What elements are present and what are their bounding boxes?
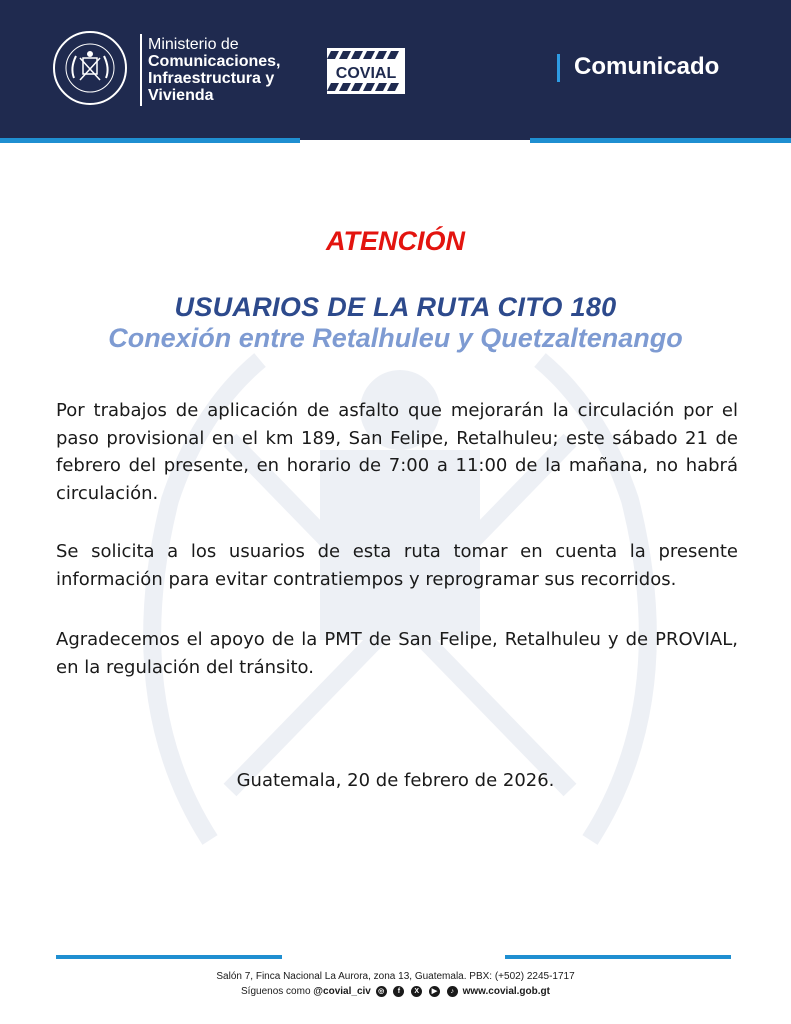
communique-label: Comunicado xyxy=(574,53,720,80)
tiktok-icon[interactable]: ♪ xyxy=(447,986,458,997)
youtube-icon[interactable]: ▶ xyxy=(429,986,440,997)
header-accent-line-right xyxy=(530,138,791,143)
facebook-icon[interactable]: f xyxy=(393,986,404,997)
instagram-icon[interactable]: ◎ xyxy=(376,986,387,997)
ministry-line1: Ministerio de xyxy=(148,36,239,53)
attention-heading: ATENCIÓN xyxy=(326,226,465,256)
issue-date: Guatemala, 20 de febrero de 2026. xyxy=(236,770,555,791)
label-accent-bar xyxy=(557,54,560,82)
ministry-line4: Vivienda xyxy=(148,87,214,104)
ministry-name xyxy=(148,36,280,104)
header-separator xyxy=(140,34,142,106)
x-icon[interactable]: X xyxy=(411,986,422,997)
notice-paragraph-1: Por trabajos de aplicación de asfalto que mejorarán la circulación por el paso provisional en el km 189, San Felipe, Retalhuleu; este sábado 21 de febrero del presente, en horario de 7:00 a 11:00 de la mañana, no habrá circulación. xyxy=(56,400,738,504)
website-link[interactable]: www.covial.gob.gt xyxy=(462,986,550,998)
footer-address: Salón 7, Finca Nacional La Aurora, zona 13, Guatemala. PBX: (+502) 2245-1717 xyxy=(216,971,575,982)
header-banner xyxy=(0,0,791,140)
footer-social xyxy=(0,986,791,997)
government-seal-icon xyxy=(52,30,128,106)
social-handle[interactable]: @covial_civ xyxy=(313,986,371,998)
covial-logo-icon xyxy=(327,48,405,94)
ministry-line2: Comunicaciones, xyxy=(148,53,281,70)
svg-text:COVIAL: COVIAL xyxy=(335,65,397,82)
notice-paragraph-3: Agradecemos el apoyo de la PMT de San Felipe, Retalhuleu y de PROVIAL, en la regulación del tránsito. xyxy=(56,629,738,678)
notice-paragraph-2: Se solicita a los usuarios de esta ruta tomar en cuenta la presente información para evitar contratiempos y reprogramar sus recorridos. xyxy=(56,541,738,590)
follow-prefix: Síguenos como xyxy=(241,986,311,998)
ministry-line3: Infraestructura y xyxy=(148,70,275,87)
route-subtitle: Conexión entre Retalhuleu y Quetzaltenango xyxy=(108,323,683,353)
header-accent-line-left xyxy=(0,138,300,143)
footer-accent-line-right xyxy=(505,955,731,959)
route-title: USUARIOS DE LA RUTA CITO 180 xyxy=(174,292,617,322)
footer-accent-line-left xyxy=(56,955,282,959)
